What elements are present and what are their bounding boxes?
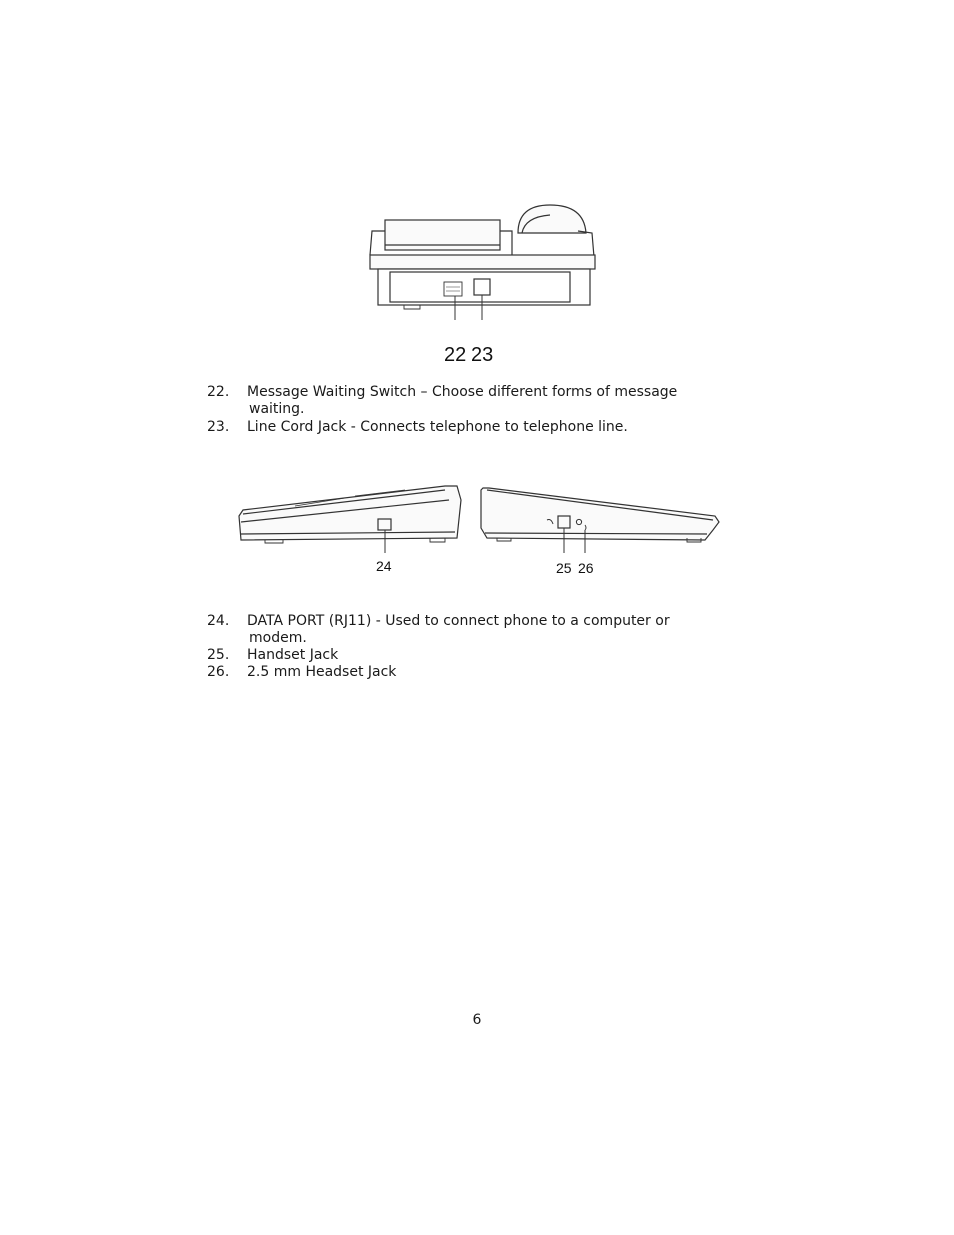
phone-side-illustration	[235, 478, 725, 553]
item-text: Message Waiting Switch – Choose different forms of message	[247, 384, 678, 400]
side-views-figure	[235, 478, 725, 553]
item-text-continued: waiting.	[249, 401, 305, 417]
callout-26: 26	[578, 560, 594, 576]
item-text: DATA PORT (RJ11) - Used to connect phone to a computer or	[247, 613, 670, 629]
item-text-continued: modem.	[249, 630, 307, 646]
item-number: 25.	[207, 647, 230, 663]
list-item-24	[207, 613, 727, 647]
item-text: 2.5 mm Headset Jack	[247, 664, 397, 680]
rear-view-figure	[360, 195, 600, 320]
page-number: 6	[472, 1012, 482, 1028]
item-number: 22.	[207, 384, 230, 400]
phone-rear-illustration	[360, 195, 600, 320]
list-item-23	[207, 419, 727, 436]
item-number: 26.	[207, 664, 230, 680]
callout-23: 23	[471, 344, 494, 366]
item-number: 23.	[207, 419, 230, 435]
list-item-22	[207, 384, 727, 418]
list-item-26	[207, 664, 727, 681]
callout-22: 22	[444, 344, 467, 366]
callout-25: 25	[556, 560, 572, 576]
list-item-25	[207, 647, 727, 664]
callout-24: 24	[376, 558, 392, 574]
item-text: Line Cord Jack - Connects telephone to telephone line.	[247, 419, 628, 435]
item-number: 24.	[207, 613, 230, 629]
item-text: Handset Jack	[247, 647, 339, 663]
